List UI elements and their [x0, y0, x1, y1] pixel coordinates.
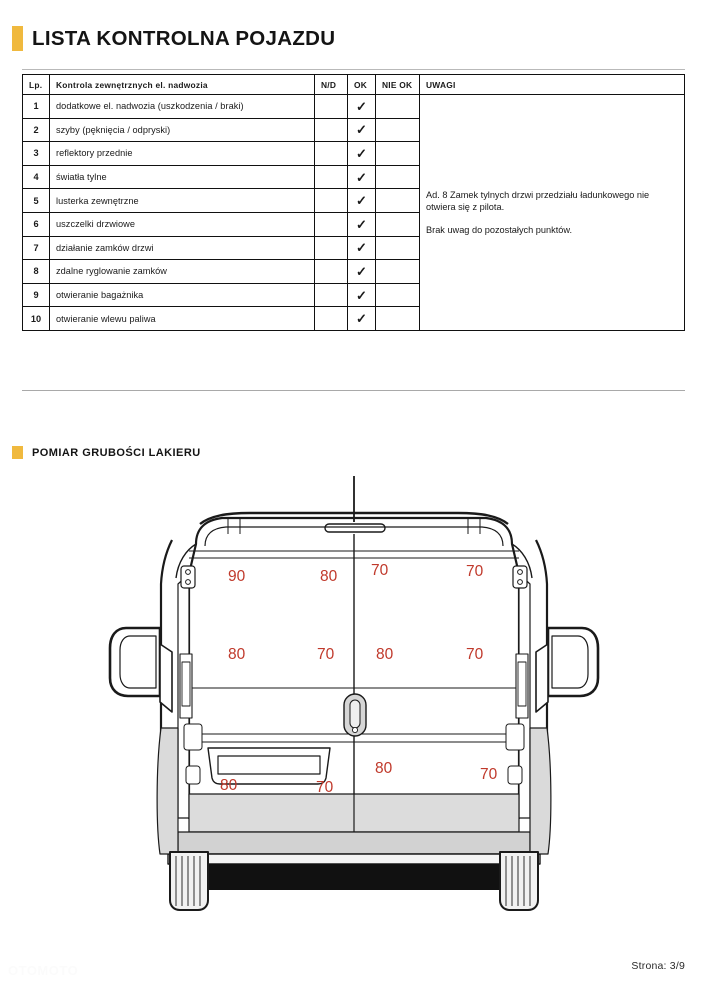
- cell-name: działanie zamków drzwi: [50, 236, 315, 260]
- cell-notes: [420, 95, 685, 331]
- measurement-value-left-door-upper-left: 90: [228, 568, 246, 585]
- cell-name: zdalne ryglowanie zamków: [50, 260, 315, 284]
- cell-name: uszczelki drzwiowe: [50, 212, 315, 236]
- measurement-value-right-door-upper-left: 70: [371, 562, 389, 579]
- checklist-table: [22, 74, 685, 331]
- check-icon: ✓: [356, 98, 367, 114]
- checklist-table-container: [22, 74, 685, 331]
- check-icon: ✓: [356, 216, 367, 232]
- cell-name: reflektory przednie: [50, 142, 315, 166]
- cell-ok: [348, 165, 376, 189]
- column-header-notes: UWAGI: [420, 75, 685, 95]
- cell-nd: [315, 283, 348, 307]
- cell-lp: 8: [23, 260, 50, 284]
- section-divider: [22, 390, 685, 391]
- tail-light-icon: [180, 654, 192, 718]
- column-header-lp: Lp.: [23, 75, 50, 95]
- measurement-value-left-door-upper-right: 80: [320, 568, 338, 585]
- cell-nd: [315, 118, 348, 142]
- cell-nd: [315, 260, 348, 284]
- cell-lp: 10: [23, 307, 50, 331]
- note-paragraph: Brak uwag do pozostałych punktów.: [426, 225, 573, 236]
- door-handle-icon: [344, 694, 366, 736]
- note-paragraph: Ad. 8 Zamek tylnych drzwi przedziału ładunkowego nie otwiera się z pilota.: [426, 189, 650, 212]
- cell-not-ok: [376, 307, 420, 331]
- measurement-value-right-door-lower-right: 70: [480, 766, 498, 783]
- cell-name: światła tylne: [50, 165, 315, 189]
- cell-lp: 1: [23, 95, 50, 119]
- brake-light-icon: [325, 524, 385, 532]
- column-header-not-ok: NIE OK: [376, 75, 420, 95]
- check-icon: ✓: [356, 169, 367, 185]
- cell-lp: 7: [23, 236, 50, 260]
- cell-lp: 5: [23, 189, 50, 213]
- cell-name: szyby (pęknięcia / odpryski): [50, 118, 315, 142]
- cell-nd: [315, 142, 348, 166]
- cell-not-ok: [376, 260, 420, 284]
- cell-nd: [315, 95, 348, 119]
- cell-ok: [348, 95, 376, 119]
- door-hinge-icon: [513, 566, 527, 588]
- cell-nd: [315, 165, 348, 189]
- table-header-row: [23, 75, 685, 95]
- cell-ok: [348, 118, 376, 142]
- cell-not-ok: [376, 283, 420, 307]
- paint-section-heading: [12, 446, 201, 459]
- page-title: LISTA KONTROLNA POJAZDU: [32, 26, 336, 50]
- cell-name: dodatkowe el. nadwozia (uszkodzenia / braki): [50, 95, 315, 119]
- cell-lp: 9: [23, 283, 50, 307]
- paint-section-title: POMIAR GRUBOŚCI LAKIERU: [32, 446, 201, 459]
- watermark: OTOMOTO: [8, 963, 79, 978]
- column-header-name: Kontrola zewnętrznych el. nadwozia: [50, 75, 315, 95]
- cell-lp: 4: [23, 165, 50, 189]
- page-number: Strona: 3/9: [631, 960, 685, 972]
- measurement-value-right-door-mid-right: 70: [466, 646, 484, 663]
- cell-lp: 3: [23, 142, 50, 166]
- cell-ok: [348, 189, 376, 213]
- table-body: [23, 95, 685, 331]
- cell-ok: [348, 236, 376, 260]
- table-row: [23, 95, 685, 119]
- measurement-value-right-door-lower-left: 80: [375, 760, 393, 777]
- measurement-value-left-door-lower-left: 80: [220, 777, 238, 794]
- paint-measurement-diagram: [0, 466, 707, 926]
- measurement-value-left-door-lower-right: 70: [316, 779, 334, 796]
- cell-ok: [348, 283, 376, 307]
- measurement-value-right-door-mid-left: 80: [376, 646, 394, 663]
- cell-name: otwieranie wlewu paliwa: [50, 307, 315, 331]
- cell-name: lusterka zewnętrzne: [50, 189, 315, 213]
- column-header-ok: OK: [348, 75, 376, 95]
- door-hinge-icon: [181, 566, 195, 588]
- cell-lp: 6: [23, 212, 50, 236]
- cell-ok: [348, 260, 376, 284]
- cell-nd: [315, 189, 348, 213]
- wheel-icon: [170, 852, 208, 910]
- cell-nd: [315, 307, 348, 331]
- cell-not-ok: [376, 142, 420, 166]
- check-icon: ✓: [356, 193, 367, 209]
- header-divider: [22, 69, 685, 70]
- column-header-nd: N/D: [315, 75, 348, 95]
- check-icon: ✓: [356, 145, 367, 161]
- side-mirror-icon: [110, 628, 172, 712]
- measurement-value-right-door-upper-right: 70: [466, 563, 484, 580]
- cell-ok: [348, 212, 376, 236]
- tail-light-icon: [516, 654, 528, 718]
- check-icon: ✓: [356, 240, 367, 256]
- check-icon: ✓: [356, 287, 367, 303]
- cell-not-ok: [376, 165, 420, 189]
- table-header: [23, 75, 685, 95]
- cell-ok: [348, 142, 376, 166]
- van-rear-view-icon: [0, 466, 707, 926]
- cell-ok: [348, 307, 376, 331]
- checklist-section-heading: [12, 26, 335, 51]
- cell-not-ok: [376, 118, 420, 142]
- wheel-icon: [500, 852, 538, 910]
- accent-bar-icon: [12, 26, 23, 51]
- cell-not-ok: [376, 212, 420, 236]
- measurement-value-left-door-mid-right: 70: [317, 646, 335, 663]
- check-icon: ✓: [356, 263, 367, 279]
- cell-nd: [315, 212, 348, 236]
- cell-name: otwieranie bagażnika: [50, 283, 315, 307]
- side-mirror-icon: [536, 628, 598, 712]
- cell-not-ok: [376, 95, 420, 119]
- check-icon: ✓: [356, 122, 367, 138]
- check-icon: ✓: [356, 311, 367, 327]
- cell-nd: [315, 236, 348, 260]
- cell-lp: 2: [23, 118, 50, 142]
- measurement-value-left-door-mid-left: 80: [228, 646, 246, 663]
- accent-bar-icon: [12, 446, 23, 459]
- cell-not-ok: [376, 189, 420, 213]
- cell-not-ok: [376, 236, 420, 260]
